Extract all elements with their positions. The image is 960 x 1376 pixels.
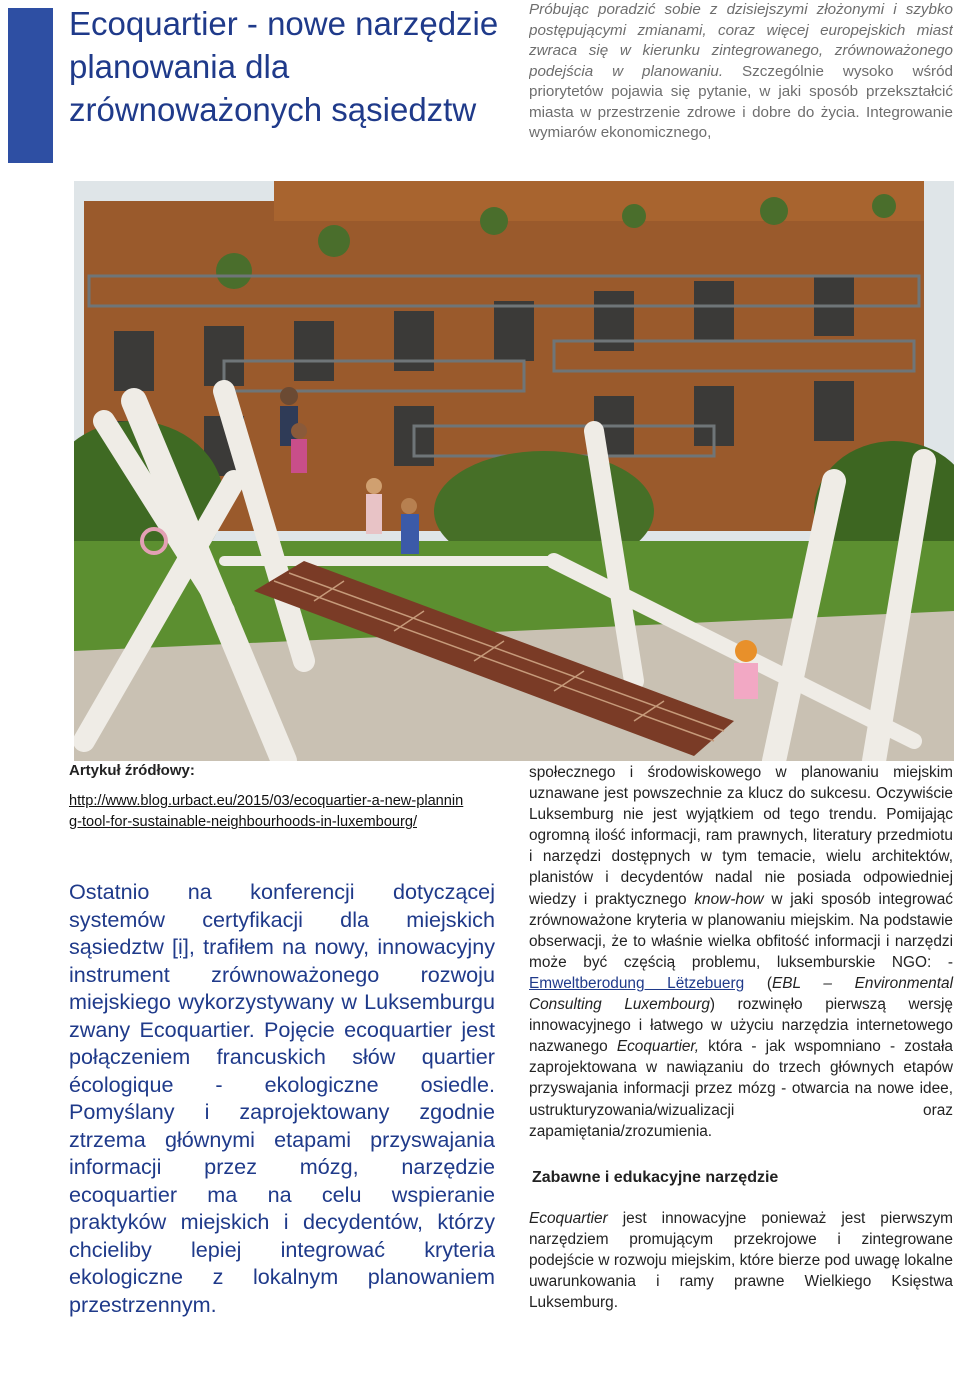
right-paragraph-2 (529, 1208, 953, 1313)
ngo-link[interactable]: Emweltberodung Lëtzebuerg (529, 974, 745, 992)
left-body-paragraph (69, 878, 495, 1318)
right-p1-text-a: społecznego i środowiskowego w planowaniu miejskim uznawane jest powszechnie za klucz do sukcesu. Oczywiście Luksemburg nie jest wyjątkiem od tego trendu. Pomijając ogromną ilość informacji, ram prawnych, literatury przedmiotu i narzędzi dostępnych w tym temacie, wielu architektów, planistów i decydentów nadal nie posiada odpowiedniej wiedzy i praktycznego (529, 764, 953, 908)
right-p1-ecoquartier: Ecoquartier, (616, 1038, 699, 1056)
right-p1-text-d: ) rozwinęło pierwszą wersję innowacyjnego i łatwego w użyciu narzędzia internetowego nazwanego (529, 996, 953, 1056)
right-paragraph-1 (529, 762, 953, 1142)
right-column (529, 762, 953, 1313)
intro-paragraph (529, 0, 953, 172)
page-title: Ecoquartier - nowe narzędzie planowania dla zrównoważonych sąsiedztw (69, 5, 499, 128)
photo-illustration (74, 181, 954, 761)
section-heading: Zabawne i edukacyjne narzędzie (532, 1168, 779, 1186)
right-p1-knowhow: know-how (694, 890, 764, 908)
right-p1-text-e: która - jak wspomniano - została zaprojektowana w nawiązaniu do trzech głównych etapów przyswajania informacji przez mózg - otwarcia na nowe idee, ustrukturyzowania/wizualizacji oraz zapamiętania/zrozumienia. (529, 1038, 953, 1140)
right-p1-text-c: ( (744, 974, 772, 992)
playground-photo (74, 181, 954, 761)
footnote-link[interactable]: [i] (172, 934, 189, 959)
accent-bar (8, 8, 53, 163)
intro-italic: Próbując poradzić sobie z dzisiejszymi złożonymi i szybko postępującymi zmianami, coraz więcej europejskich miast zwraca się w kierunku zintegrowanego, zrównoważonego podejścia w planowaniu. (529, 1, 953, 80)
left-body-part1: Ostatnio na konferencji dotyczącej systemów certyfikacji dla miejskich sąsiedztw (69, 879, 495, 959)
right-p1-ebl: EBL – Environmental Consulting Luxembourg (529, 974, 953, 1014)
intro-rest: Szczególnie wysoko wśród priorytetów pojawia się pytanie, w jaki sposób przekształcić miasta w przestrzenie zdrowe i dobre do życia. Integrowanie wymiarów ekonomicznego, (529, 62, 953, 141)
right-p2-text: jest innowacyjne ponieważ jest pierwszym narzędziem promującym przekrojowe i zintegrowane podejście w rozwoju miejskim, które bierze pod uwagę lokalne uwarunkowania i ramy prawne Wielkiego Księstwa Luksemburg. (529, 1209, 953, 1312)
source-link[interactable]: http://www.blog.urbact.eu/2015/03/ecoquartier-a-new-planning-tool-for-sustainable-neighbourhoods-in-luxembourg/ (69, 793, 464, 830)
left-body-part2: , trafiłem na nowy, innowacyjny instrument zrównoważonego rozwoju miejskiego wykorzystywany w Luksemburgu zwany Ecoquartier. Pojęcie ecoquartier jest połączeniem francuskich słów quartier écologique - ekologiczne osiedle. Pomyślany i zaprojektowany zgodnie ztrzema głównymi etapami przyswajania informacji przez mózg, narzędzie ecoquartier ma na celu wspieranie praktyków miejskich i decydentów, którzy chcieliby lepiej integrować kryteria ekologiczne z lokalnym planowaniem przestrzennym. (69, 934, 495, 1317)
right-p1-text-b: w jaki sposób integrować zrównoważone kryteria w planowaniu miejskim. Na podstawie obserwacji, że to właśnie wielka obfitość informacji i narzędzi może być częścią problemu, luksemburskie NGO: - (529, 890, 953, 971)
right-p2-ecoquartier: Ecoquartier (529, 1209, 608, 1227)
source-heading: Artykuł źródłowy: (69, 762, 195, 779)
